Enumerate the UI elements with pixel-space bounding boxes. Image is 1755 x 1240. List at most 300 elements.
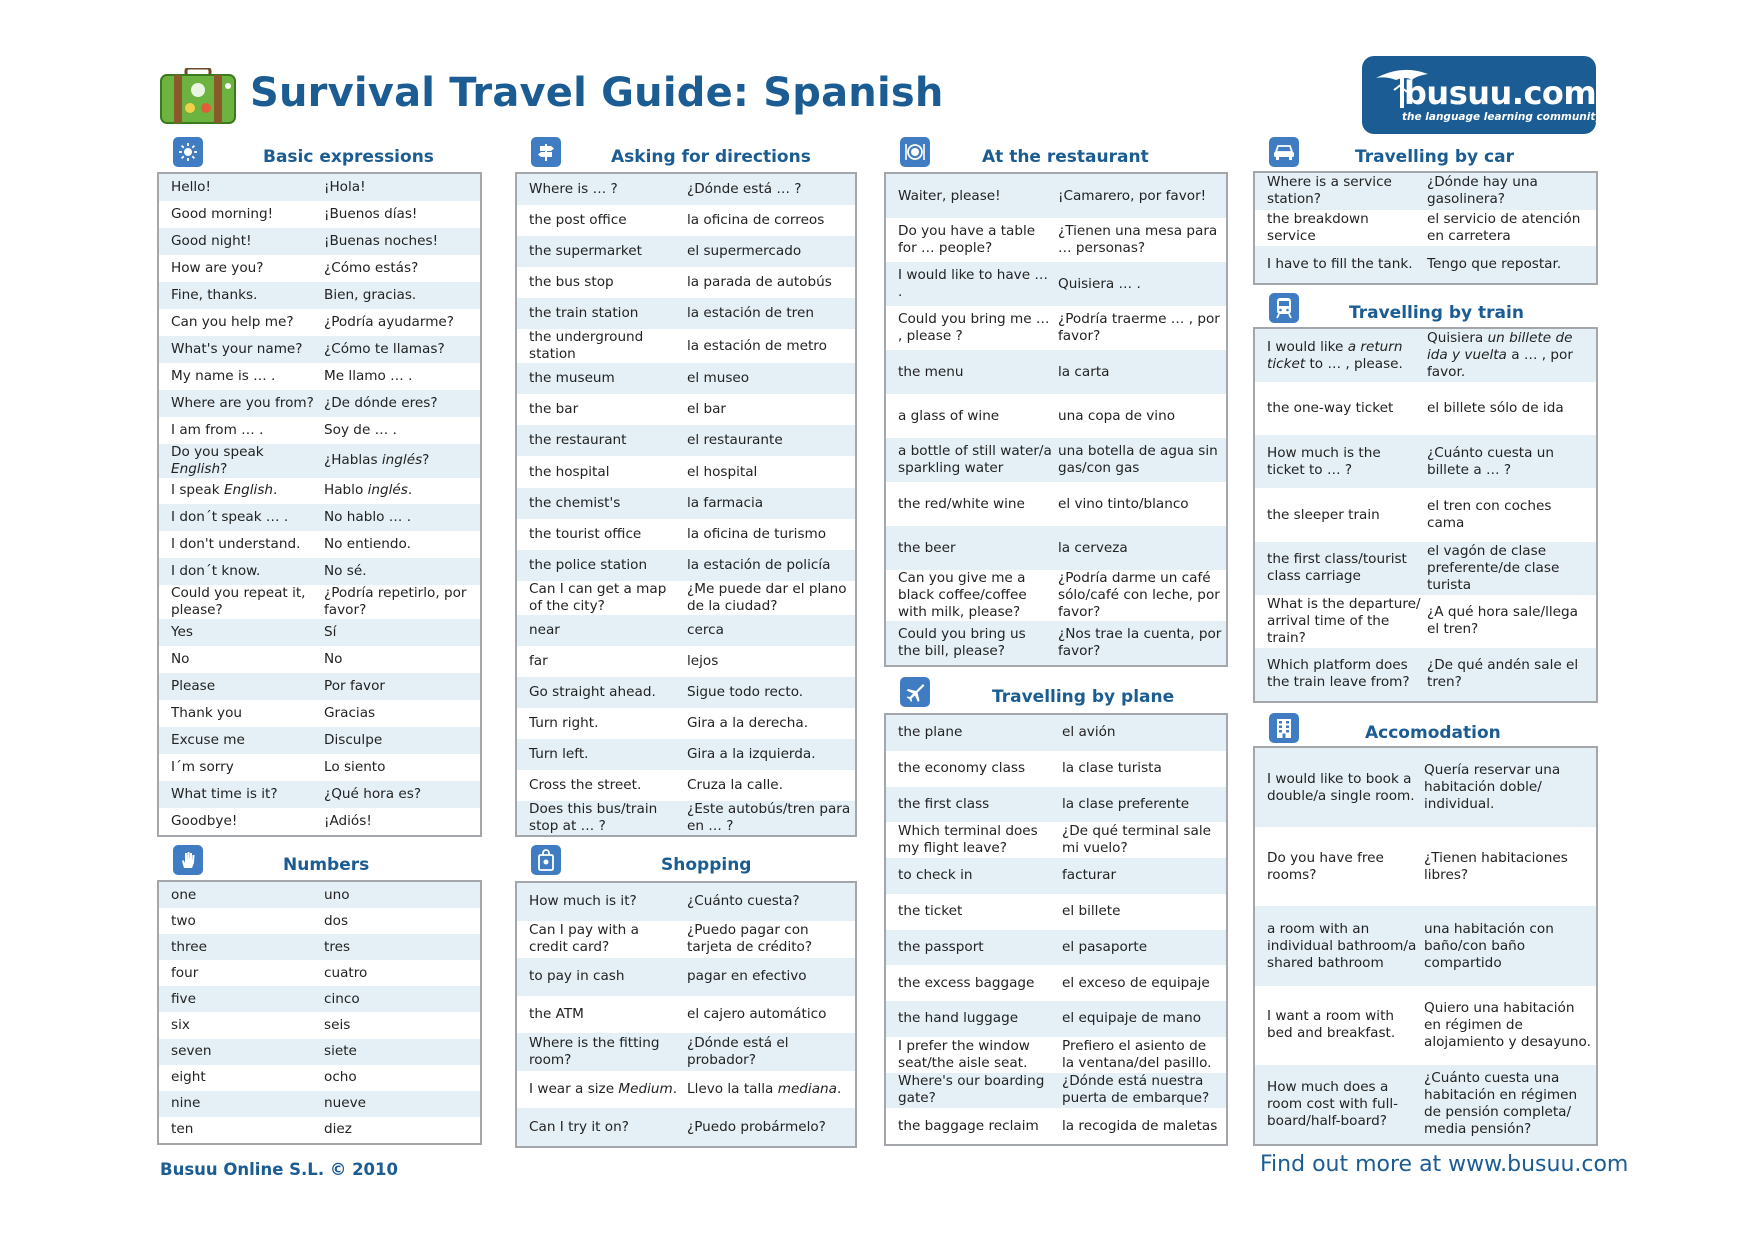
- english-phrase: the breakdown service: [1267, 211, 1369, 244]
- phrase-table: [515, 881, 857, 1148]
- spanish-phrase: Bien, gracias.: [324, 286, 417, 303]
- english-phrase: Good morning!: [171, 205, 274, 222]
- spanish-phrase: cuatro: [324, 964, 368, 981]
- phrase-row: [159, 986, 480, 1012]
- english-phrase: the sleeper train: [1267, 506, 1380, 523]
- phrase-row: [159, 908, 480, 934]
- spanish-phrase: el vino tinto/blanco: [1058, 495, 1189, 512]
- phrase-row: [159, 201, 480, 228]
- phrase-table: [515, 172, 857, 837]
- spanish-phrase: ¿De qué andén sale el tren?: [1427, 657, 1579, 691]
- phrase-row: [159, 478, 480, 505]
- english-phrase: Turn left.: [529, 745, 589, 762]
- english-phrase: the hand luggage: [898, 1010, 1019, 1027]
- phrase-row: [886, 621, 1226, 665]
- spanish-phrase: ¿Podría darme un café sólo/café con leche, por favor?: [1058, 570, 1220, 620]
- spanish-phrase: cinco: [324, 990, 360, 1007]
- phrase-row: [886, 1037, 1226, 1073]
- english-phrase: I prefer the window seat/the aisle seat.: [898, 1037, 1030, 1071]
- spanish-phrase: ¿Podría repetirlo, por favor?: [324, 585, 467, 619]
- spanish-phrase: la oficina de correos: [687, 212, 825, 229]
- car-icon: [1269, 137, 1299, 167]
- english-phrase: the excess baggage: [898, 974, 1035, 991]
- spanish-phrase: Me llamo … .: [324, 367, 413, 384]
- spanish-phrase: la farmacia: [687, 494, 764, 511]
- spanish-phrase: el billete: [1062, 903, 1121, 920]
- phrase-row: [886, 438, 1226, 482]
- spanish-phrase: Cruza la calle.: [687, 777, 783, 794]
- spanish-phrase: ¿Puedo pagar con tarjeta de crédito?: [687, 922, 813, 956]
- page-title: Survival Travel Guide: Spanish: [250, 70, 944, 116]
- english-phrase: Goodbye!: [171, 812, 238, 829]
- phrase-table: [1253, 327, 1598, 703]
- spanish-phrase: ¡Hola!: [324, 178, 366, 195]
- english-phrase: Fine, thanks.: [171, 286, 258, 303]
- phrase-row: [886, 350, 1226, 394]
- phrase-row: [1255, 173, 1596, 210]
- spanish-phrase: el tren con coches cama: [1427, 498, 1552, 531]
- phrase-row: [517, 883, 855, 921]
- phrase-row: [517, 425, 855, 456]
- spanish-phrase: una botella de agua sin gas/con gas: [1058, 443, 1218, 476]
- phrase-row: [517, 708, 855, 739]
- english-phrase: Could you bring me … , please ?: [898, 311, 1050, 344]
- english-phrase: What is the departure/ arrival time of the train?: [1267, 595, 1421, 646]
- phrase-row: [1255, 488, 1596, 541]
- phrase-row: [159, 174, 480, 201]
- english-phrase: ten: [171, 1121, 194, 1138]
- english-phrase: far: [529, 652, 548, 669]
- spanish-phrase: tres: [324, 938, 351, 955]
- section-header: [1269, 293, 1598, 325]
- spanish-phrase: el hospital: [687, 463, 758, 480]
- spanish-phrase: la recogida de maletas: [1062, 1117, 1218, 1134]
- spanish-phrase: ¿Dónde hay una gasolinera?: [1427, 174, 1538, 208]
- phrase-row: [159, 808, 480, 835]
- phrase-table: [884, 172, 1228, 667]
- spanish-phrase: la clase turista: [1062, 760, 1162, 777]
- phrase-row: [159, 1065, 480, 1091]
- english-phrase: How much is the ticket to … ?: [1267, 444, 1381, 478]
- english-phrase: Hello!: [171, 178, 211, 195]
- english-phrase: the restaurant: [529, 432, 627, 449]
- phrase-row: [886, 1073, 1226, 1109]
- phrase-row: [159, 444, 480, 478]
- phrase-row: [159, 781, 480, 808]
- phrase-row: [159, 1039, 480, 1065]
- spanish-phrase: siete: [324, 1043, 357, 1060]
- copyright-text: Busuu Online S.L. © 2010: [160, 1160, 398, 1179]
- english-phrase: I am from … .: [171, 421, 264, 438]
- spanish-phrase: ¡Buenas noches!: [324, 232, 439, 249]
- english-phrase: the chemist's: [529, 494, 621, 511]
- section-header: [900, 677, 1228, 709]
- english-phrase: Thank you: [171, 705, 243, 722]
- spanish-phrase: ¡Buenos días!: [324, 205, 418, 222]
- phrase-row: [1255, 906, 1596, 985]
- phrase-row: [159, 417, 480, 444]
- spanish-phrase: ¿Hablas inglés?: [324, 452, 430, 469]
- english-phrase: Where's our boarding gate?: [898, 1073, 1045, 1107]
- spanish-phrase: la estación de metro: [687, 337, 827, 354]
- english-phrase: the passport: [898, 938, 984, 955]
- english-phrase: five: [171, 990, 196, 1007]
- english-phrase: Can I pay with a credit card?: [529, 922, 639, 956]
- spanish-phrase: el avión: [1062, 724, 1116, 741]
- spanish-phrase: ocho: [324, 1069, 357, 1086]
- english-phrase: How are you?: [171, 259, 264, 276]
- phrase-row: [159, 700, 480, 727]
- english-phrase: a glass of wine: [898, 407, 1000, 424]
- spanish-phrase: ¿Cuánto cuesta?: [687, 893, 800, 910]
- english-phrase: Turn right.: [529, 714, 599, 731]
- spanish-phrase: Llevo la talla mediana.: [687, 1081, 842, 1098]
- phrase-row: [886, 894, 1226, 930]
- english-phrase: Where are you from?: [171, 394, 314, 411]
- phrase-row: [159, 882, 480, 908]
- spanish-phrase: Gracias: [324, 705, 376, 722]
- english-phrase: I would like a return ticket to … , please.: [1267, 338, 1403, 372]
- phrase-row: [517, 677, 855, 708]
- english-phrase: the first class/tourist class carriage: [1267, 551, 1407, 585]
- english-phrase: Where is … ?: [529, 181, 618, 198]
- phrase-table: [157, 880, 482, 1145]
- section-title: Numbers: [283, 855, 370, 875]
- english-phrase: three: [171, 938, 207, 955]
- spanish-phrase: ¿Qué hora es?: [324, 785, 422, 802]
- english-phrase: How much does a room cost with full-board/half-board?: [1267, 1078, 1399, 1129]
- spanish-phrase: el museo: [687, 370, 750, 387]
- spanish-phrase: ¿Este autobús/tren para en … ?: [687, 801, 851, 835]
- spanish-phrase: el equipaje de mano: [1062, 1010, 1202, 1027]
- english-phrase: the supermarket: [529, 243, 642, 260]
- english-phrase: one: [171, 886, 197, 903]
- sun-icon: [173, 137, 203, 167]
- phrase-row: [517, 1071, 855, 1109]
- phrase-row: [159, 336, 480, 363]
- spanish-phrase: dos: [324, 912, 349, 929]
- english-phrase: the baggage reclaim: [898, 1117, 1039, 1134]
- spanish-phrase: ¿Cómo te llamas?: [324, 340, 445, 357]
- english-phrase: No: [171, 651, 190, 668]
- english-phrase: nine: [171, 1095, 201, 1112]
- train-icon: [1269, 293, 1299, 323]
- spanish-phrase: ¿Podría ayudarme?: [324, 313, 455, 330]
- english-phrase: Can I can get a map of the city?: [529, 580, 667, 614]
- phrase-row: [159, 646, 480, 673]
- spanish-phrase: Sigue todo recto.: [687, 683, 804, 700]
- phrase-row: [886, 1108, 1226, 1144]
- english-phrase: the bus stop: [529, 274, 614, 291]
- english-phrase: Can I try it on?: [529, 1118, 629, 1135]
- phrase-row: [1255, 986, 1596, 1065]
- english-phrase: Excuse me: [171, 732, 245, 749]
- english-phrase: near: [529, 621, 560, 638]
- phrase-row: [886, 526, 1226, 570]
- english-phrase: a bottle of still water/a sparkling water: [898, 443, 1052, 476]
- spanish-phrase: facturar: [1062, 867, 1117, 884]
- section-header: [531, 137, 857, 169]
- spanish-phrase: ¿Puedo probármelo?: [687, 1118, 826, 1135]
- shopping-bag-icon: [531, 845, 561, 875]
- phrase-row: [159, 960, 480, 986]
- busuu-logo[interactable]: [1362, 56, 1608, 134]
- phrase-row: [886, 218, 1226, 262]
- english-phrase: eight: [171, 1069, 206, 1086]
- english-phrase: Which terminal does my flight leave?: [898, 823, 1038, 857]
- spanish-phrase: la clase preferente: [1062, 795, 1190, 812]
- spanish-phrase: Prefiero el asiento de la ventana/del pasillo.: [1062, 1037, 1212, 1071]
- spanish-phrase: cerca: [687, 621, 724, 638]
- english-phrase: the train station: [529, 305, 639, 322]
- section-header: [531, 845, 857, 877]
- section-directions: [515, 137, 857, 837]
- spanish-phrase: el vagón de clase preferente/de clase turista: [1427, 542, 1560, 593]
- english-phrase: Waiter, please!: [898, 187, 1001, 204]
- spanish-phrase: el servicio de atención en carretera: [1427, 211, 1581, 244]
- phrase-row: [159, 1012, 480, 1038]
- english-phrase: I don´t speak … .: [171, 509, 289, 526]
- english-phrase: seven: [171, 1043, 212, 1060]
- spanish-phrase: nueve: [324, 1095, 367, 1112]
- spanish-phrase: la carta: [1058, 363, 1110, 380]
- spanish-phrase: la estación de tren: [687, 305, 814, 322]
- section-header: [900, 137, 1228, 169]
- spanish-phrase: la cerveza: [1058, 539, 1128, 556]
- spanish-phrase: ¿Tienen una mesa para … personas?: [1058, 223, 1218, 256]
- phrase-row: [886, 858, 1226, 894]
- spanish-phrase: el pasaporte: [1062, 938, 1148, 955]
- spanish-phrase: Disculpe: [324, 732, 383, 749]
- phrase-row: [886, 482, 1226, 526]
- spanish-phrase: ¿Cuánto cuesta un billete a … ?: [1427, 444, 1554, 478]
- spanish-phrase: el supermercado: [687, 243, 802, 260]
- english-phrase: to pay in cash: [529, 968, 625, 985]
- spanish-phrase: ¿A qué hora sale/llega el tren?: [1427, 604, 1578, 638]
- phrase-row: [159, 1117, 480, 1143]
- website-link[interactable]: Find out more at www.busuu.com: [1260, 1152, 1629, 1177]
- section-train: [1253, 293, 1598, 703]
- hotel-icon: [1269, 713, 1299, 743]
- spanish-phrase: Quería reservar una habitación doble/ individual.: [1424, 762, 1561, 813]
- spanish-phrase: No sé.: [324, 563, 367, 580]
- english-phrase: Does this bus/train stop at … ?: [529, 801, 658, 835]
- spanish-phrase: Hablo inglés.: [324, 482, 413, 499]
- spanish-phrase: ¿Dónde está nuestra puerta de embarque?: [1062, 1073, 1210, 1107]
- english-phrase: the ATM: [529, 1006, 584, 1023]
- plate-icon: [900, 137, 930, 167]
- english-phrase: I have to fill the tank.: [1267, 256, 1413, 273]
- phrase-table: [157, 172, 482, 837]
- english-phrase: Could you bring us the bill, please?: [898, 625, 1026, 659]
- section-title: Basic expressions: [263, 147, 434, 167]
- english-phrase: Can you give me a black coffee/coffee with milk, please?: [898, 570, 1027, 620]
- phrase-row: [517, 770, 855, 801]
- phrase-row: [517, 519, 855, 550]
- phrase-row: [517, 329, 855, 363]
- english-phrase: Could you repeat it, please?: [171, 585, 306, 619]
- english-phrase: I would like to have … .: [898, 267, 1048, 300]
- phrase-row: [517, 1108, 855, 1146]
- phrase-row: [517, 996, 855, 1034]
- english-phrase: Which platform does the train leave from?: [1267, 657, 1410, 691]
- english-phrase: Do you speak English?: [171, 443, 264, 477]
- phrase-row: [159, 1091, 480, 1117]
- phrase-row: [517, 267, 855, 298]
- english-phrase: four: [171, 964, 199, 981]
- logo-wordmark: busuu.com: [1404, 74, 1597, 112]
- spanish-phrase: ¿Cuánto cuesta una habitación en régimen de pensión completa/ media pensión?: [1424, 1070, 1578, 1138]
- spanish-phrase: el billete sólo de ida: [1427, 400, 1564, 417]
- phrase-row: [159, 558, 480, 585]
- spanish-phrase: la parada de autobús: [687, 274, 832, 291]
- phrase-row: [1255, 827, 1596, 906]
- phrase-row: [1255, 210, 1596, 247]
- spanish-phrase: diez: [324, 1121, 352, 1138]
- phrase-row: [159, 619, 480, 646]
- phrase-row: [159, 282, 480, 309]
- spanish-phrase: No entiendo.: [324, 536, 411, 553]
- spanish-phrase: ¿Me puede dar el plano de la ciudad?: [687, 580, 847, 614]
- spanish-phrase: ¿Podría traerme … , por favor?: [1058, 311, 1220, 344]
- english-phrase: I wear a size Medium.: [529, 1081, 678, 1098]
- phrase-table: [1253, 171, 1598, 285]
- phrase-row: [1255, 246, 1596, 283]
- phrase-row: [886, 930, 1226, 966]
- spanish-phrase: Gira a la izquierda.: [687, 745, 816, 762]
- spanish-phrase: el bar: [687, 401, 727, 418]
- airplane-icon: [900, 677, 930, 707]
- english-phrase: Do you have free rooms?: [1267, 849, 1384, 883]
- phrase-row: [517, 958, 855, 996]
- phrase-row: [159, 754, 480, 781]
- phrase-row: [159, 531, 480, 558]
- english-phrase: What time is it?: [171, 785, 278, 802]
- english-phrase: I want a room with bed and breakfast.: [1267, 1008, 1396, 1042]
- section-title: Travelling by plane: [992, 687, 1175, 707]
- section-title: Shopping: [661, 855, 752, 875]
- spanish-phrase: la oficina de turismo: [687, 525, 827, 542]
- english-phrase: to check in: [898, 867, 973, 884]
- english-phrase: Can you help me?: [171, 313, 294, 330]
- phrase-row: [517, 581, 855, 615]
- section-plane: [884, 677, 1228, 1146]
- spanish-phrase: el cajero automático: [687, 1006, 827, 1023]
- phrase-row: [517, 646, 855, 677]
- phrase-row: [886, 394, 1226, 438]
- english-phrase: I don´t know.: [171, 563, 261, 580]
- english-phrase: the underground station: [529, 329, 644, 363]
- phrase-row: [517, 363, 855, 394]
- phrase-row: [159, 585, 480, 619]
- section-restaurant: [884, 137, 1228, 667]
- english-phrase: Cross the street.: [529, 777, 642, 794]
- english-phrase: six: [171, 1017, 190, 1034]
- spanish-phrase: ¿Nos trae la cuenta, por favor?: [1058, 625, 1222, 659]
- phrase-row: [517, 456, 855, 487]
- phrase-row: [886, 822, 1226, 858]
- spanish-phrase: Por favor: [324, 678, 386, 695]
- phrase-row: [886, 715, 1226, 751]
- phrase-row: [159, 673, 480, 700]
- phrase-row: [517, 550, 855, 581]
- spanish-phrase: ¿Dónde está el probador?: [687, 1035, 789, 1069]
- phrase-row: [886, 306, 1226, 350]
- phrase-row: [517, 615, 855, 646]
- section-accommodation: [1253, 713, 1598, 1146]
- phrase-row: [517, 739, 855, 770]
- section-car: [1253, 137, 1598, 285]
- english-phrase: the ticket: [898, 903, 963, 920]
- phrase-row: [517, 394, 855, 425]
- english-phrase: the bar: [529, 401, 579, 418]
- english-phrase: the first class: [898, 795, 990, 812]
- spanish-phrase: No hablo … .: [324, 509, 412, 526]
- english-phrase: the menu: [898, 363, 964, 380]
- section-title: Accomodation: [1365, 723, 1501, 743]
- spanish-phrase: uno: [324, 886, 350, 903]
- phrase-row: [517, 298, 855, 329]
- english-phrase: Do you have a table for … people?: [898, 223, 1036, 256]
- english-phrase: I would like to book a double/a single room.: [1267, 770, 1415, 804]
- phrase-row: [886, 751, 1226, 787]
- phrase-row: [1255, 435, 1596, 488]
- phrase-row: [517, 921, 855, 959]
- spanish-phrase: Tengo que repostar.: [1427, 256, 1562, 273]
- spanish-phrase: el exceso de equipaje: [1062, 974, 1210, 991]
- phrase-row: [886, 965, 1226, 1001]
- phrase-row: [1255, 595, 1596, 648]
- phrase-table: [1253, 746, 1598, 1146]
- spanish-phrase: No: [324, 651, 343, 668]
- signpost-icon: [531, 137, 561, 167]
- phrase-table: [884, 713, 1228, 1146]
- logo-tagline: the language learning community!: [1402, 111, 1608, 123]
- phrase-row: [1255, 329, 1596, 382]
- english-phrase: two: [171, 912, 196, 929]
- phrase-row: [1255, 648, 1596, 701]
- spanish-phrase: una habitación con baño/con baño compartido: [1424, 920, 1554, 971]
- phrase-row: [159, 363, 480, 390]
- phrase-row: [517, 174, 855, 205]
- phrase-row: [159, 727, 480, 754]
- english-phrase: I don't understand.: [171, 536, 301, 553]
- section-title: At the restaurant: [982, 147, 1149, 167]
- spanish-phrase: Soy de … .: [324, 421, 397, 438]
- spanish-phrase: ¿Cómo estás?: [324, 259, 419, 276]
- phrase-row: [1255, 382, 1596, 435]
- section-shopping: [515, 845, 857, 1148]
- english-phrase: Please: [171, 678, 216, 695]
- spanish-phrase: ¿Dónde está … ?: [687, 181, 802, 198]
- spanish-phrase: ¿De dónde eres?: [324, 394, 438, 411]
- phrase-row: [886, 174, 1226, 218]
- spanish-phrase: ¿Tienen habitaciones libres?: [1424, 849, 1568, 883]
- spanish-phrase: Quisiera … .: [1058, 275, 1141, 292]
- english-phrase: What's your name?: [171, 340, 303, 357]
- english-phrase: the tourist office: [529, 525, 642, 542]
- phrase-row: [517, 236, 855, 267]
- spanish-phrase: lejos: [687, 652, 719, 669]
- english-phrase: the beer: [898, 539, 956, 556]
- spanish-phrase: el restaurante: [687, 432, 783, 449]
- phrase-row: [159, 934, 480, 960]
- phrase-row: [517, 1033, 855, 1071]
- phrase-row: [517, 801, 855, 835]
- phrase-row: [517, 488, 855, 519]
- section-title: Asking for directions: [611, 147, 811, 167]
- english-phrase: the post office: [529, 212, 627, 229]
